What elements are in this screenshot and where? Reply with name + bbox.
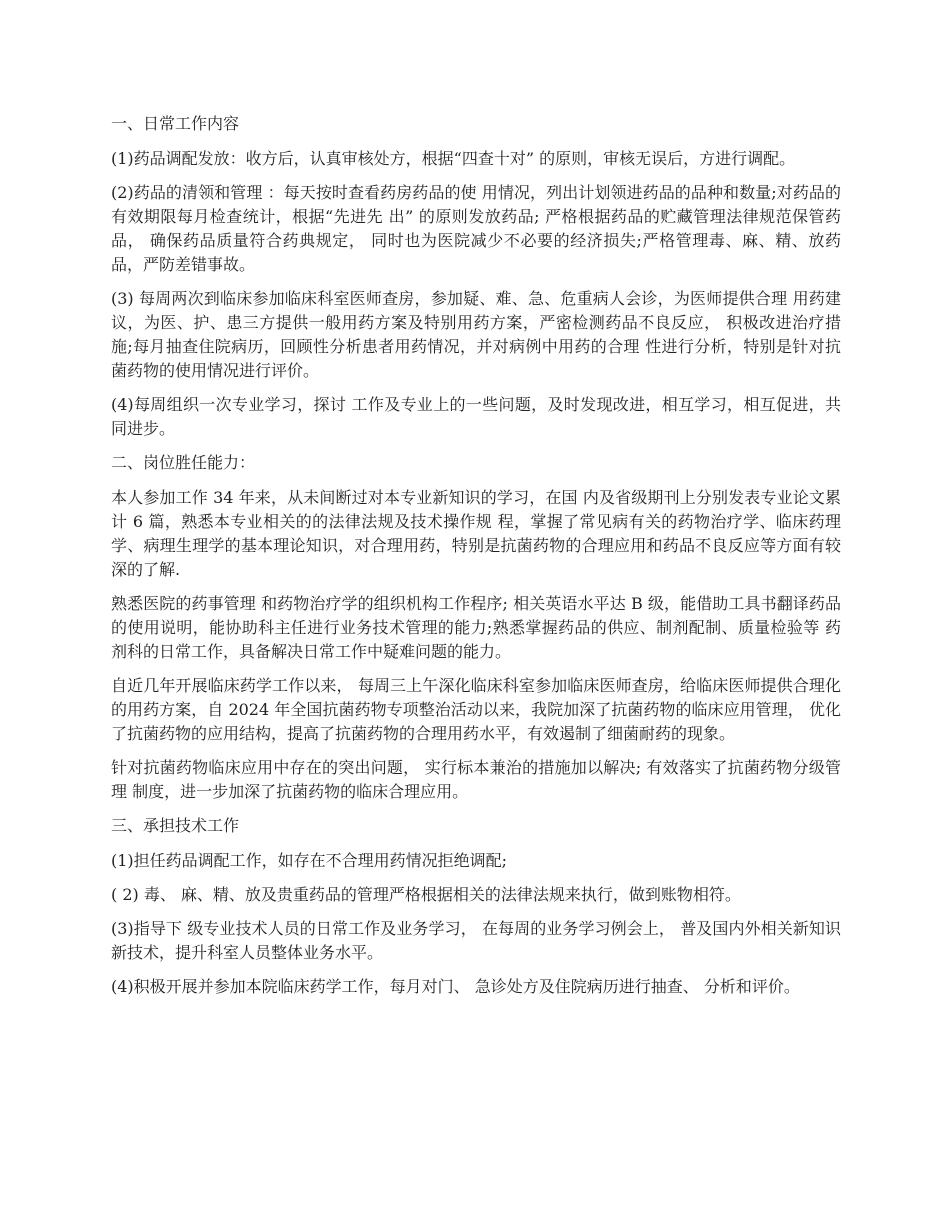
paragraph: (4)积极开展并参加本院临床药学工作，每月对门、 急诊处方及住院病历进行抽查、 分析和评价。 xyxy=(111,977,800,996)
paragraph: 针对抗菌药物临床应用中存在的突出问题， 实行标本兼治的措施加以解决; 有效落实了抗菌药物分级管理 制度，进一步加深了抗菌药物的临床合理应用。 xyxy=(111,758,841,801)
paragraph: (1)药品调配发放：收方后，认真审核处方，根据“四查十对” 的原则，审核无误后，方进行调配。 xyxy=(111,149,796,168)
paragraph: (3)指导下 级专业技术人员的日常工作及业务学习， 在每周的业务学习例会上， 普及国内外相关新知识 新技术，提升科室人员整体业务水平。 xyxy=(111,919,841,962)
section-heading-competency: 二、岗位胜任能力： xyxy=(111,453,256,472)
section-heading-technical-work: 三、承担技术工作 xyxy=(111,816,240,835)
paragraph: (2)药品的清领和管理 ：每天按时查看药房药品的使 用情况，列出计划领进药品的品种和数量;对药品的有效期限每月检查统计，根据“先进先 出” 的原则发放药品; 严格根据药品的贮藏管理法律规范保管药品， 确保药品质量符合药典规定， 同时也为医院减少不必要的经济损失;严格管理毒、麻、精、放药品，严防差错事故。 xyxy=(111,183,841,274)
paragraph: (4)每周组织一次专业学习，探讨 工作及专业上的一些问题，及时发现改进，相互学习，相互促进，共同进步。 xyxy=(111,395,841,438)
paragraph: 自近几年开展临床药学工作以来， 每周三上午深化临床科室参加临床医师查房，给临床医师提供合理化的用药方案，自 2024 年全国抗菌药物专项整治活动以来，我院加深了抗菌药物的临床应用管理， 优化了抗菌药物的应用结构，提高了抗菌药物的合理用药水平，有效遏制了细菌耐药的现象。 xyxy=(111,676,841,743)
section-heading-daily-work: 一、日常工作内容 xyxy=(111,114,240,133)
paragraph: (3) 每周两次到临床参加临床科室医师查房，参加疑、难、急、危重病人会诊，为医师提供合理 用药建议，为医、护、患三方提供一般用药方案及特别用药方案，严密检测药品不良反应， 积极改进治疗措施;每月抽查住院病历，回顾性分析患者用药情况，并对病例中用药的合理 性进行分析，特别是针对抗菌药物的使用情况进行评价。 xyxy=(111,289,841,380)
paragraph: 本人参加工作 34 年来，从未间断过对本专业新知识的学习，在国 内及省级期刊上分别发表专业论文累计 6 篇，熟悉本专业相关的的法律法规及技术操作规 程，掌握了常见病有关的药物治疗学、临床药理学、病理生理学的基本理论知识，对合理用药，特别是抗菌药物的合理应用和药品不良反应等方面有较深的了解. xyxy=(111,488,841,579)
paragraph: (1)担任药品调配工作，如存在不合理用药情况拒绝调配; xyxy=(111,851,508,870)
paragraph: ( 2) 毒、 麻、精、放及贵重药品的管理严格根据相关的法律法规来执行，做到账物相符。 xyxy=(111,885,741,904)
paragraph: 熟悉医院的药事管理 和药物治疗学的组织机构工作程序; 相关英语水平达 B 级，能借助工具书翻译药品的使用说明，能协助科主任进行业务技术管理的能力;熟悉掌握药品的供应、制剂配制、质量检验等 药剂科的日常工作，具备解决日常工作中疑难问题的能力。 xyxy=(111,594,841,661)
document-body xyxy=(111,112,841,1009)
